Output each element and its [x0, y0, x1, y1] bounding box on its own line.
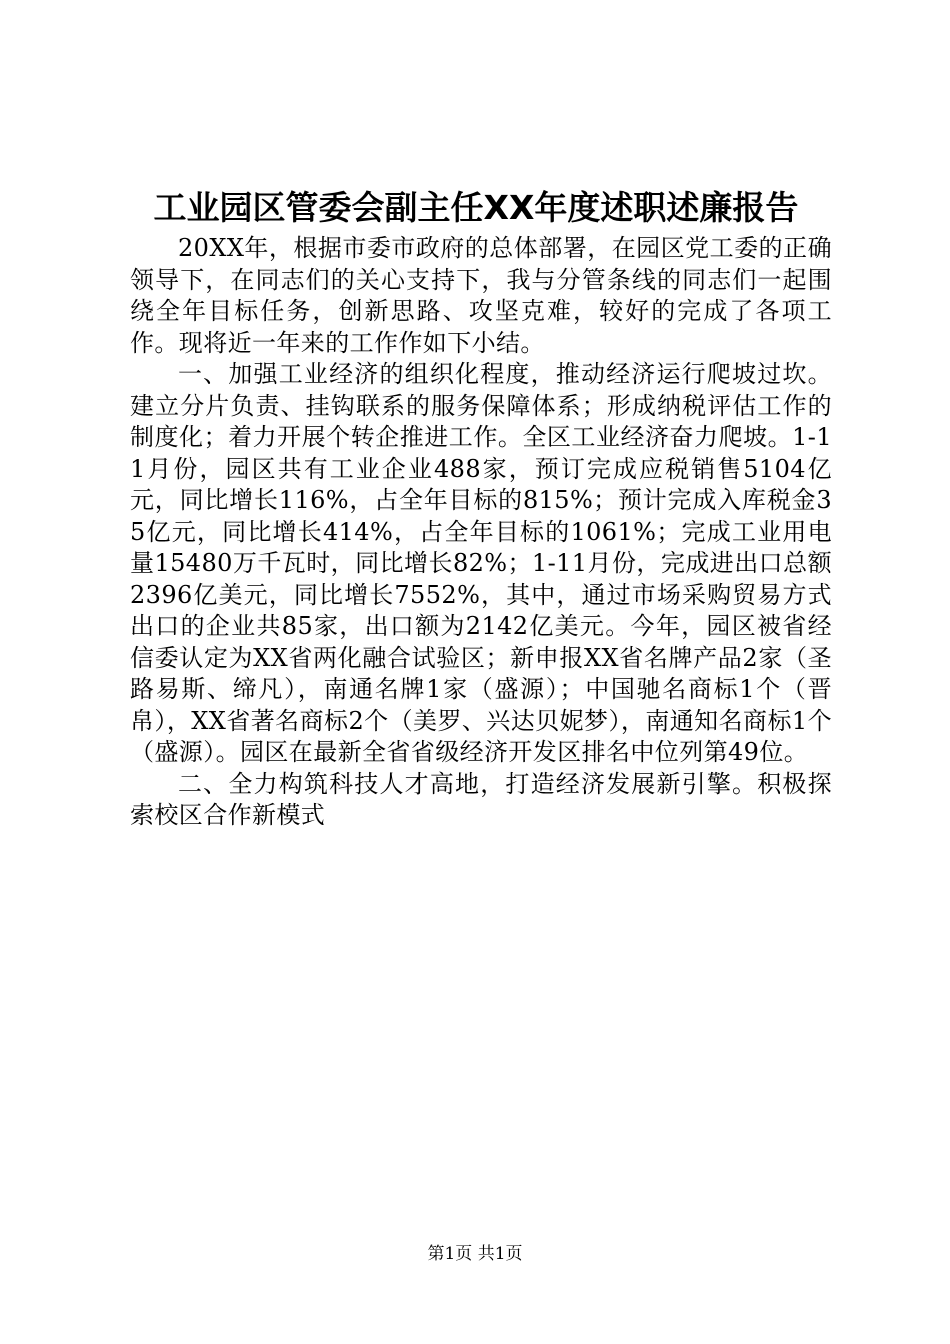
document-body	[130, 233, 832, 832]
document-title: 工业园区管委会副主任XX年度述职述廉报告	[153, 188, 799, 227]
paragraph-section-2: 二、全力构筑科技人才高地，打造经济发展新引擎。积极探索校区合作新模式	[130, 769, 832, 829]
paragraph-intro: 20XX年，根据市委市政府的总体部署，在园区党工委的正确领导下，在同志们的关心支持下，我与分管条线的同志们一起围绕全年目标任务，创新思路、攻坚克难，较好的完成了各项工作。现将近一年来的工作作如下小结。	[130, 234, 832, 357]
paragraph-section-1: 一、加强工业经济的组织化程度，推动经济运行爬坡过坎。建立分片负责、挂钩联系的服务保障体系；形成纳税评估工作的制度化；着力开展个转企推进工作。全区工业经济奋力爬坡。1-11月份，园区共有工业企业488家，预订完成应税销售5104亿元，同比增长116%，占全年目标的815%；预计完成入库税金35亿元，同比增长414%，占全年目标的1061%；完成工业用电量15480万千瓦时，同比增长82%；1-11月份，完成进出口总额2396亿美元，同比增长7552%，其中，通过市场采购贸易方式出口的企业共85家，出口额为2142亿美元。今年，园区被省经信委认定为XX省两化融合试验区；新申报XX省名牌产品2家（圣路易斯、缔凡），南通名牌1家（盛源）；中国驰名商标1个（晋帛），XX省著名商标2个（美罗、兴达贝妮梦），南通知名商标1个（盛源）。园区在最新全省省级经济开发区排名中位列第49位。	[130, 360, 832, 766]
page-number-footer: 第1页 共1页	[427, 1244, 523, 1264]
